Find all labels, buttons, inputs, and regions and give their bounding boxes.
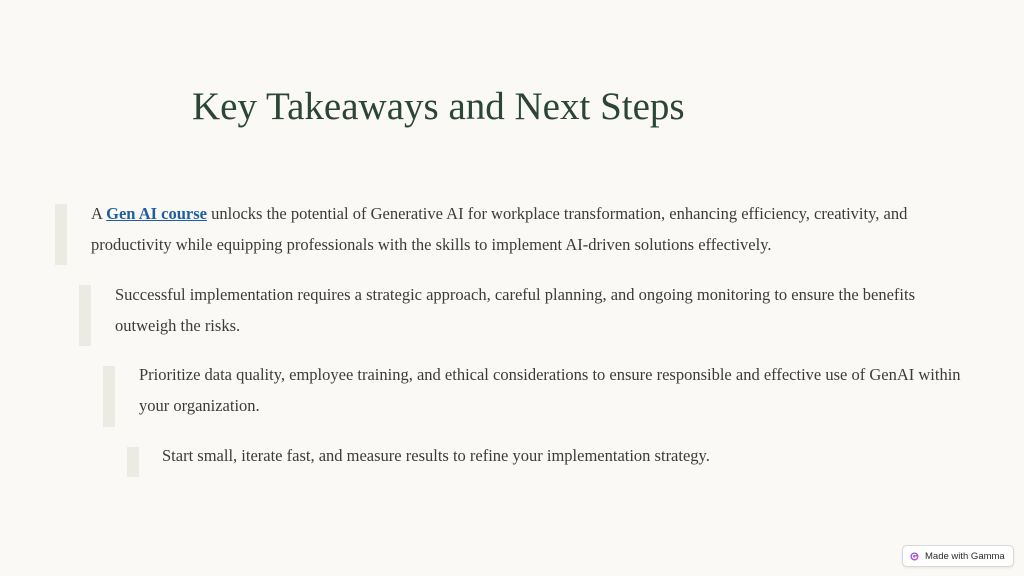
takeaway-text-1 <box>91 199 955 260</box>
badge-label: Made with Gamma <box>925 550 1005 562</box>
takeaway-text-4: Start small, iterate fast, and measure results to refine your implementation strategy. <box>162 446 710 465</box>
gen-ai-course-link[interactable]: Gen AI course <box>106 204 207 223</box>
takeaway-item-1 <box>55 199 955 260</box>
slide-title: Key Takeaways and Next Steps <box>192 85 685 128</box>
accent-bar <box>55 204 67 265</box>
takeaway-text-2: Successful implementation requires a strategic approach, careful planning, and ongoing monitoring to ensure the benefits outweigh the risks. <box>115 285 916 335</box>
accent-bar <box>79 285 91 346</box>
made-with-gamma-badge[interactable] <box>902 545 1014 567</box>
takeaway-item-4 <box>127 441 887 472</box>
takeaway-text-3: Prioritize data quality, employee training, and ethical considerations to ensure responsible and effective use of GenAI within your organization. <box>139 365 961 415</box>
accent-bar <box>127 447 139 477</box>
takeaway-item-3 <box>103 360 963 421</box>
takeaway-prefix: A <box>91 204 107 223</box>
takeaway-body: unlocks the potential of Generative AI for workplace transformation, enhancing efficiency, creativity, and productivity while equipping professionals with the skills to implement AI-driven solutions effectively. <box>91 204 908 254</box>
gamma-logo-icon <box>910 552 919 561</box>
takeaway-item-2 <box>79 280 959 341</box>
accent-bar <box>103 366 115 427</box>
